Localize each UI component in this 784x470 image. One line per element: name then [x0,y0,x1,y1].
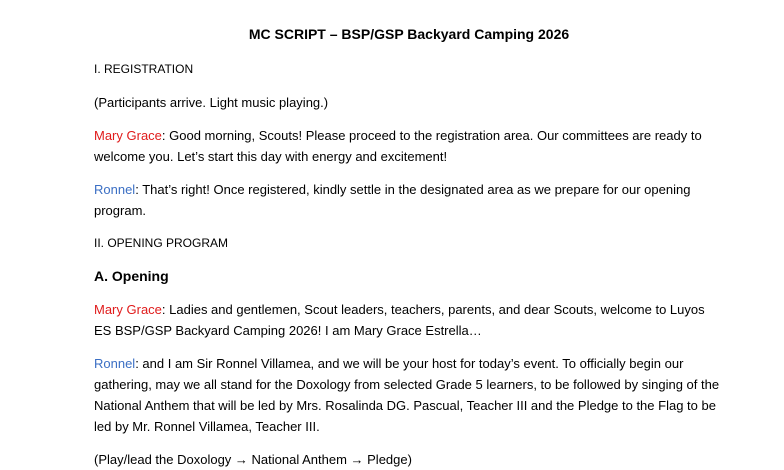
section-opening-program-heading: II. OPENING PROGRAM [94,236,229,250]
speaker-ronnel: Ronnel [94,182,136,197]
dialogue-ronnel-settle [94,179,724,221]
dialogue-mary-grace-intro [94,299,724,341]
section-registration-heading: I. REGISTRATION [94,62,194,76]
dialogue-text: : Ladies and gentlemen, Scout leaders, teachers, parents, and dear Scouts, welcome to Luyos ES BSP/GSP Backyard Camping 2026! I am Mary Grace Estrella… [94,302,705,338]
dialogue-ronnel-intro [94,353,724,437]
dialogue-mary-grace-welcome [94,125,724,167]
speaker-mary-grace: Mary Grace [94,302,162,317]
speaker-ronnel: Ronnel [94,356,136,371]
dialogue-text: : and I am Sir Ronnel Villamea, and we will be your host for today’s event. To officially begin our gathering, may we all stand for the Doxology from selected Grade 5 learners, to be followed by singing of the National Anthem that will be led by Mrs. Rosalinda DG. Pascual, Teacher III and the Pledge to the Flag to be led by Mr. Ronnel Villamea, Teacher III. [94,356,720,434]
stage-direction-doxology: (Play/lead the Doxology → National Anthem → Pledge) [94,452,412,467]
subsection-opening-heading: A. Opening [94,268,169,284]
document-title: MC SCRIPT – BSP/GSP Backyard Camping 2026 [248,26,570,42]
dialogue-text: : That’s right! Once registered, kindly settle in the designated area as we prepare for our opening program. [94,182,691,218]
dialogue-text: : Good morning, Scouts! Please proceed to the registration area. Our committees are ready to welcome you. Let’s start this day with energy and excitement! [94,128,702,164]
stage-direction-arrival: (Participants arrive. Light music playing.) [94,95,329,110]
speaker-mary-grace: Mary Grace [94,128,162,143]
